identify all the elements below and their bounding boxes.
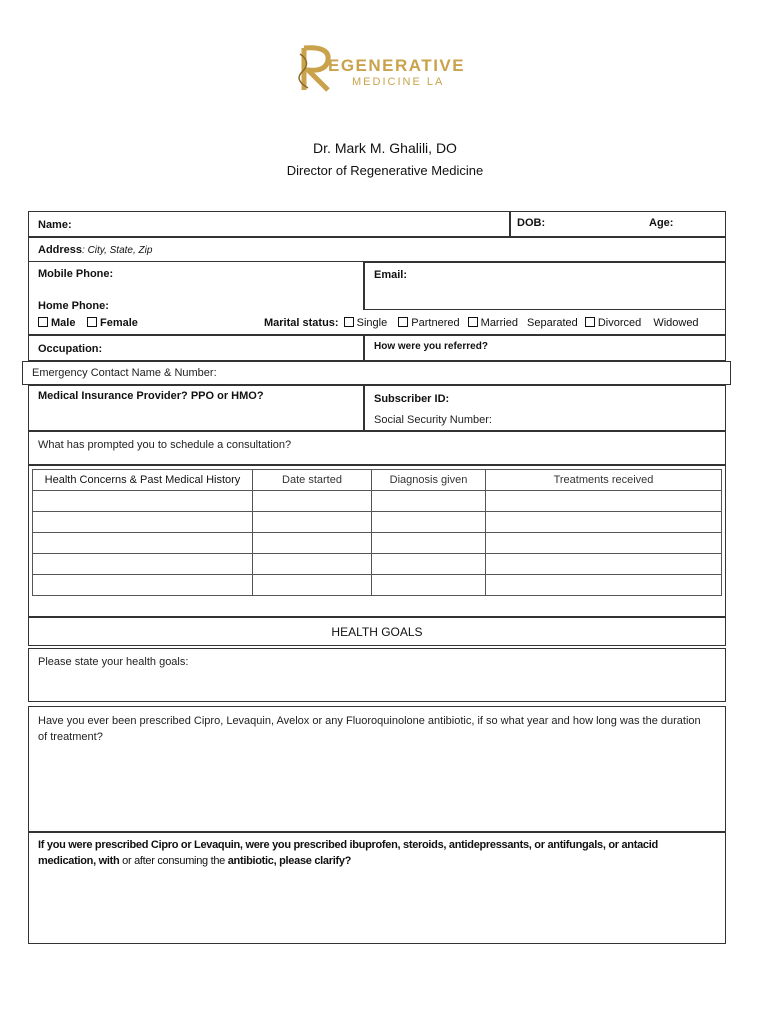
marital-single[interactable]: Single bbox=[342, 317, 388, 329]
email-field[interactable] bbox=[364, 262, 726, 310]
female-option[interactable]: Female bbox=[85, 317, 138, 329]
subscriber-field[interactable] bbox=[364, 385, 726, 431]
single-checkbox[interactable] bbox=[344, 317, 354, 327]
fluoroquinolone-question: Have you ever been prescribed Cipro, Levaquin, Avelox or any Fluoroquinolone antibiotic, if so what year and how long was the duration of treatment? bbox=[38, 715, 701, 743]
email-label: Email: bbox=[374, 269, 408, 281]
marital-separated[interactable]: Separated bbox=[527, 317, 578, 329]
doctor-name: Dr. Mark M. Ghalili, DO bbox=[313, 140, 457, 156]
health-goals-header bbox=[28, 617, 726, 646]
table-row bbox=[33, 533, 722, 554]
age-label: Age: bbox=[649, 217, 674, 229]
consultation-field[interactable] bbox=[28, 431, 726, 465]
marital-status bbox=[264, 317, 699, 329]
health-goals-title: HEALTH GOALS bbox=[331, 625, 423, 639]
divorced-checkbox[interactable] bbox=[585, 317, 595, 327]
insurance-label: Medical Insurance Provider? PPO or HMO? bbox=[38, 390, 264, 402]
table-row bbox=[33, 554, 722, 575]
table-row bbox=[33, 512, 722, 533]
table-cell[interactable] bbox=[33, 533, 253, 554]
marital-label: Marital status: bbox=[264, 317, 339, 329]
female-checkbox[interactable] bbox=[87, 317, 97, 327]
table-cell[interactable] bbox=[372, 491, 486, 512]
table-cell[interactable] bbox=[33, 554, 253, 575]
health-goals-field[interactable] bbox=[28, 648, 726, 702]
followup-field[interactable] bbox=[28, 832, 726, 944]
history-table bbox=[32, 469, 722, 596]
male-checkbox[interactable] bbox=[38, 317, 48, 327]
col-treatments: Treatments received bbox=[486, 470, 722, 491]
table-cell[interactable] bbox=[33, 512, 253, 533]
table-header-row bbox=[33, 470, 722, 491]
marital-partnered[interactable]: Partnered bbox=[396, 317, 459, 329]
logo-line1: EGENERATIVE bbox=[328, 56, 466, 75]
table-row bbox=[33, 575, 722, 596]
referral-field[interactable] bbox=[364, 335, 726, 361]
emergency-label: Emergency Contact Name & Number: bbox=[32, 367, 217, 379]
subscriber-label: Subscriber ID: bbox=[374, 393, 450, 405]
history-section bbox=[28, 465, 726, 617]
table-cell[interactable] bbox=[486, 533, 722, 554]
insurance-field[interactable] bbox=[28, 385, 364, 431]
referral-label: How were you referred? bbox=[374, 341, 488, 352]
table-cell[interactable] bbox=[372, 533, 486, 554]
table-cell[interactable] bbox=[253, 491, 372, 512]
occupation-field[interactable] bbox=[28, 335, 364, 361]
table-cell[interactable] bbox=[253, 554, 372, 575]
mobile-phone-label: Mobile Phone: bbox=[38, 268, 114, 280]
married-checkbox[interactable] bbox=[468, 317, 478, 327]
marital-divorced[interactable]: Divorced bbox=[583, 317, 641, 329]
name-field[interactable] bbox=[28, 211, 510, 237]
consultation-label: What has prompted you to schedule a consultation? bbox=[38, 439, 292, 451]
phone-field[interactable] bbox=[28, 262, 364, 310]
table-cell[interactable] bbox=[486, 512, 722, 533]
occupation-label: Occupation: bbox=[38, 343, 103, 355]
table-cell[interactable] bbox=[33, 575, 253, 596]
col-date-started: Date started bbox=[253, 470, 372, 491]
table-cell[interactable] bbox=[253, 575, 372, 596]
partnered-checkbox[interactable] bbox=[398, 317, 408, 327]
table-cell[interactable] bbox=[486, 575, 722, 596]
gender-marital-row bbox=[28, 310, 726, 335]
table-cell[interactable] bbox=[372, 554, 486, 575]
emergency-contact-field[interactable] bbox=[22, 361, 731, 385]
marital-widowed[interactable]: Widowed bbox=[653, 317, 699, 329]
table-cell[interactable] bbox=[253, 512, 372, 533]
table-cell[interactable] bbox=[33, 491, 253, 512]
fluoroquinolone-field[interactable] bbox=[28, 706, 726, 832]
col-diagnosis: Diagnosis given bbox=[372, 470, 486, 491]
table-cell[interactable] bbox=[486, 491, 722, 512]
table-cell[interactable] bbox=[253, 533, 372, 554]
logo bbox=[298, 44, 488, 94]
table-cell[interactable] bbox=[486, 554, 722, 575]
address-hint: : City, State, Zip bbox=[82, 245, 153, 256]
table-cell[interactable] bbox=[372, 512, 486, 533]
ssn-label: Social Security Number: bbox=[374, 414, 492, 426]
name-label: Name: bbox=[38, 219, 72, 231]
health-goals-prompt: Please state your health goals: bbox=[38, 656, 189, 668]
followup-question: If you were prescribed Cipro or Levaquin, were you prescribed ibuprofen, steroids, antidepressants, or antifungals, or antacid medication, with or after consuming the antibiotic, please clarify? bbox=[38, 839, 658, 867]
male-option[interactable]: Male bbox=[36, 317, 75, 329]
dob-age-field[interactable] bbox=[510, 211, 726, 237]
marital-married[interactable]: Married bbox=[466, 317, 518, 329]
doctor-title: Director of Regenerative Medicine bbox=[286, 163, 484, 178]
home-phone-label: Home Phone: bbox=[38, 300, 109, 312]
dob-label: DOB: bbox=[517, 217, 546, 229]
table-row bbox=[33, 491, 722, 512]
logo-line2: MEDICINE LA bbox=[352, 76, 445, 88]
address-label: Address: City, State, Zip bbox=[38, 244, 153, 256]
col-health-concerns: Health Concerns & Past Medical History bbox=[33, 470, 253, 491]
table-cell[interactable] bbox=[372, 575, 486, 596]
address-field[interactable] bbox=[28, 237, 726, 262]
